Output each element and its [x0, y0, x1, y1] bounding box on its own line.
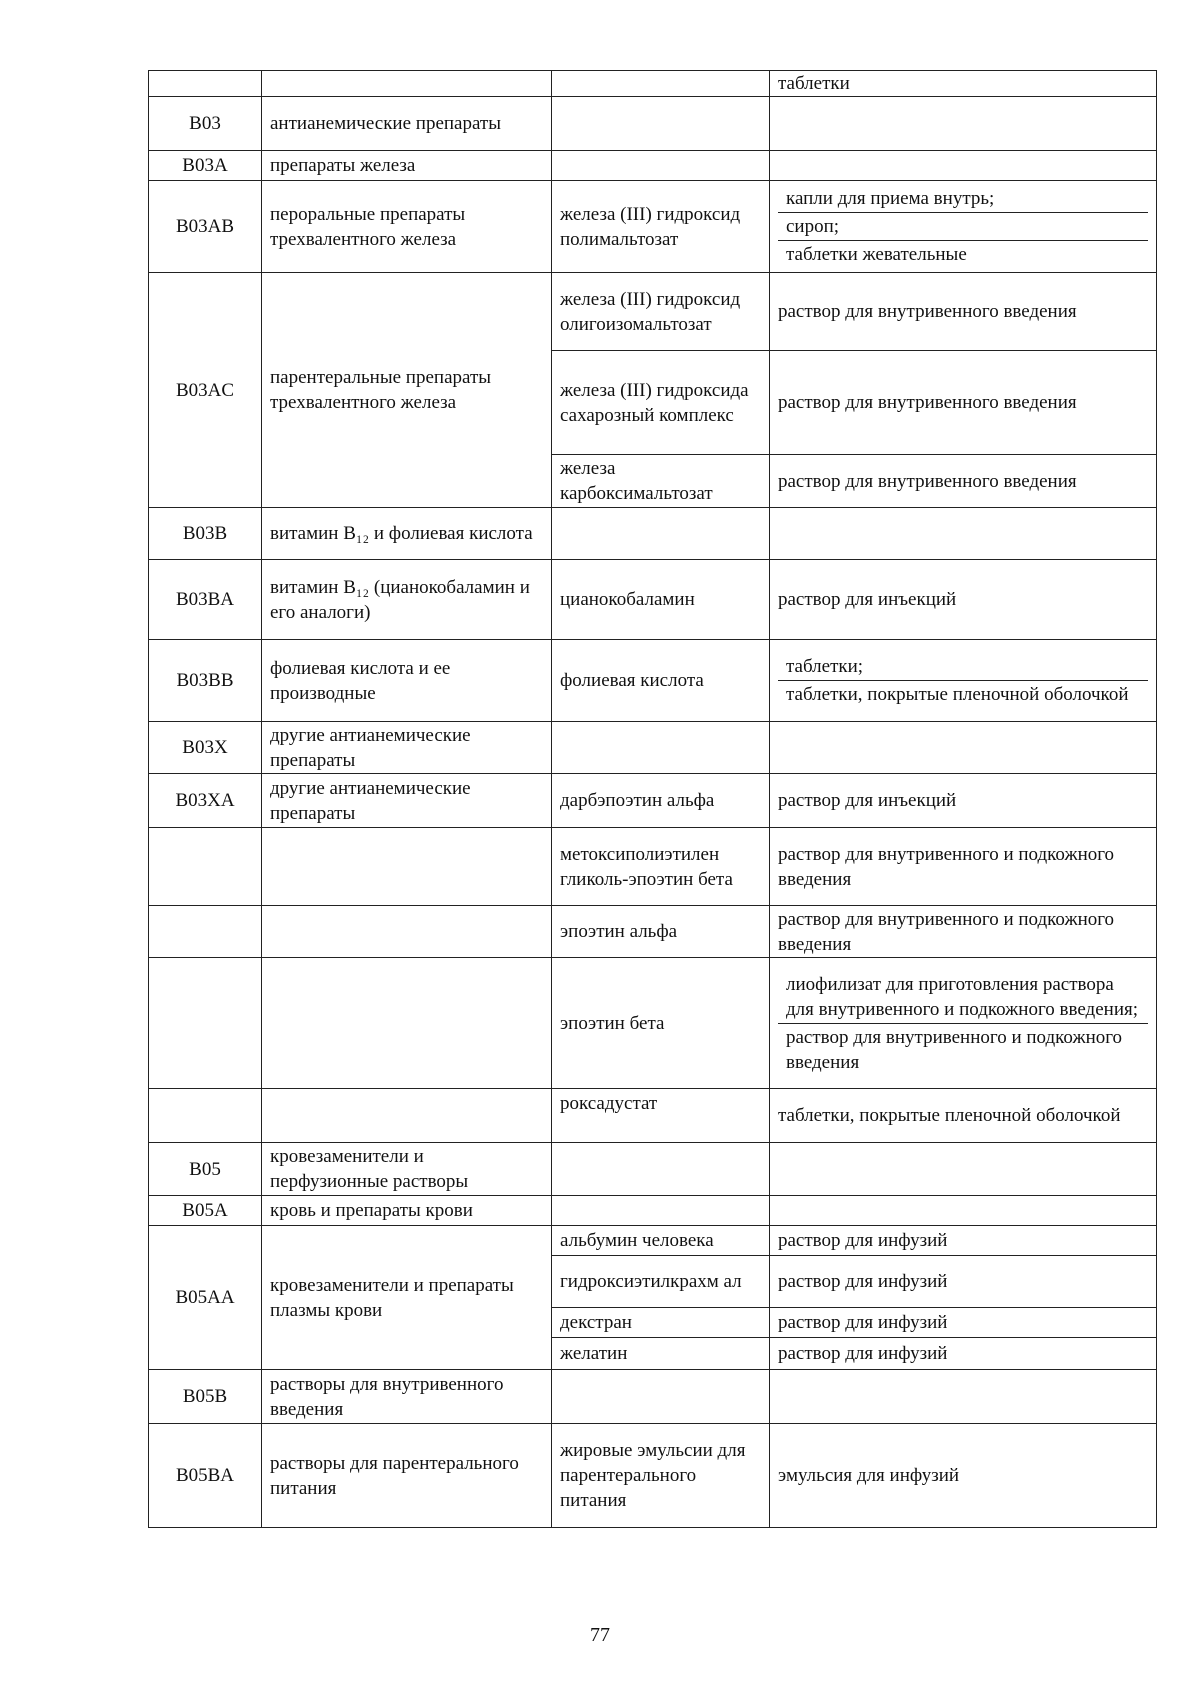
table-row	[149, 273, 1157, 351]
table-row	[149, 71, 1157, 97]
group-description: растворы для внутривенного введения	[262, 1370, 552, 1424]
table-row	[149, 640, 1157, 722]
atc-code: B05A	[149, 1196, 262, 1226]
atc-code	[149, 958, 262, 1089]
table-row	[149, 1143, 1157, 1196]
dosage-form: таблетки жевательные	[778, 240, 1148, 268]
dosage-form	[770, 97, 1157, 151]
dosage-form: таблетки;	[786, 656, 864, 677]
atc-code: B05	[149, 1143, 262, 1196]
dosage-form: раствор для внутривенного введения	[770, 273, 1157, 351]
dosage-form: раствор для инфузий	[770, 1256, 1157, 1308]
group-description: парентеральные препараты трехвалентного железа	[262, 273, 552, 508]
table-row	[149, 958, 1157, 1089]
table-row	[149, 722, 1157, 774]
dosage-form: раствор для инъекций	[770, 774, 1157, 828]
atc-code: B03B	[149, 508, 262, 560]
table-row	[149, 1370, 1157, 1424]
dosage-form	[770, 1196, 1157, 1226]
atc-code: B05AA	[149, 1226, 262, 1370]
dosage-form	[770, 508, 1157, 560]
table-row	[149, 1226, 1157, 1256]
drug-name: декстран	[552, 1308, 770, 1338]
dosage-form: раствор для инфузий	[770, 1226, 1157, 1256]
dosage-forms	[770, 640, 1157, 722]
group-description: другие антианемические препараты	[262, 722, 552, 774]
group-description: другие антианемические препараты	[262, 774, 552, 828]
dosage-form	[770, 722, 1157, 774]
group-description	[262, 958, 552, 1089]
group-description: кровезаменители и перфузионные растворы	[262, 1143, 552, 1196]
table-row	[149, 508, 1157, 560]
drug-name: желатин	[552, 1338, 770, 1370]
drug-name: цианокобаламин	[552, 560, 770, 640]
page-number: 77	[590, 1624, 610, 1646]
drug-name	[552, 508, 770, 560]
table-row	[149, 560, 1157, 640]
group-description	[262, 906, 552, 958]
drug-name: эпоэтин бета	[552, 958, 770, 1089]
drug-name	[552, 151, 770, 181]
group-description: растворы для парентерального питания	[262, 1424, 552, 1528]
drug-name: железа (III) гидроксид полимальтозат	[552, 181, 770, 273]
dosage-form: раствор для внутривенного введения	[770, 455, 1157, 508]
group-description: препараты железа	[262, 151, 552, 181]
group-description: витамин B₁₂ (цианокобаламин и его аналоги)	[262, 560, 552, 640]
group-description	[262, 1089, 552, 1143]
drug-name: эпоэтин альфа	[552, 906, 770, 958]
dosage-form: раствор для внутривенного и подкожного введения	[770, 906, 1157, 958]
atc-code: B05B	[149, 1370, 262, 1424]
dosage-form: раствор для инфузий	[770, 1308, 1157, 1338]
drug-name: гидроксиэтилкрахм ал	[552, 1256, 770, 1308]
dosage-form	[770, 151, 1157, 181]
group-description: кровезаменители и препараты плазмы крови	[262, 1226, 552, 1370]
dosage-form: раствор для внутривенного и подкожного введения	[778, 1023, 1148, 1076]
drug-name	[552, 1143, 770, 1196]
atc-code	[149, 71, 262, 97]
table-row	[149, 774, 1157, 828]
dosage-form: сироп;	[778, 212, 1148, 240]
dosage-form: таблетки	[770, 71, 1157, 97]
atc-code	[149, 1089, 262, 1143]
drug-name	[552, 1370, 770, 1424]
drug-name: метоксиполиэтилен гликоль-эпоэтин бета	[552, 828, 770, 906]
dosage-form	[770, 1370, 1157, 1424]
group-description	[262, 71, 552, 97]
atc-code: B03XA	[149, 774, 262, 828]
group-description: витамин B₁₂ и фолиевая кислота	[262, 508, 552, 560]
drug-name: альбумин человека	[552, 1226, 770, 1256]
dosage-forms	[770, 181, 1157, 273]
atc-code: B03BB	[149, 640, 262, 722]
table-row	[149, 181, 1157, 273]
atc-code	[149, 906, 262, 958]
group-description: фолиевая кислота и ее производные	[262, 640, 552, 722]
table-row	[149, 1196, 1157, 1226]
atc-code	[149, 828, 262, 906]
table-row	[149, 151, 1157, 181]
dosage-form: эмульсия для инфузий	[770, 1424, 1157, 1528]
drug-name: дарбэпоэтин альфа	[552, 774, 770, 828]
drug-name: железа карбоксимальтозат	[552, 455, 770, 508]
table-row	[149, 1089, 1157, 1143]
drug-name: железа (III) гидроксид олигоизомальтозат	[552, 273, 770, 351]
drug-name: железа (III) гидроксида сахарозный комплекс	[552, 351, 770, 455]
dosage-form: таблетки, покрытые пленочной оболочкой	[778, 680, 1148, 708]
drug-name: жировые эмульсии для парентерального питания	[552, 1424, 770, 1528]
drug-name	[552, 1196, 770, 1226]
dosage-form: лиофилизат для приготовления раствора для внутривенного и подкожного введения;	[786, 973, 1139, 1020]
drug-name: фолиевая кислота	[552, 640, 770, 722]
dosage-form: таблетки, покрытые пленочной оболочкой	[770, 1089, 1157, 1143]
table-row	[149, 828, 1157, 906]
drug-name: роксадустат	[552, 1089, 770, 1143]
dosage-form: раствор для инъекций	[770, 560, 1157, 640]
dosage-form: раствор для внутривенного и подкожного введения	[770, 828, 1157, 906]
atc-code: B03AB	[149, 181, 262, 273]
atc-code: B03A	[149, 151, 262, 181]
dosage-forms	[770, 958, 1157, 1089]
group-description: пероральные препараты трехвалентного железа	[262, 181, 552, 273]
group-description	[262, 828, 552, 906]
atc-code: B03X	[149, 722, 262, 774]
atc-code: B03BA	[149, 560, 262, 640]
drug-name	[552, 71, 770, 97]
atc-code: B03	[149, 97, 262, 151]
atc-code: B03AC	[149, 273, 262, 508]
dosage-form: раствор для внутривенного введения	[770, 351, 1157, 455]
dosage-form	[770, 1143, 1157, 1196]
drug-table	[148, 70, 1157, 1528]
dosage-form: раствор для инфузий	[770, 1338, 1157, 1370]
atc-code: B05BA	[149, 1424, 262, 1528]
table-row	[149, 1424, 1157, 1528]
table-row	[149, 906, 1157, 958]
drug-name	[552, 97, 770, 151]
group-description: антианемические препараты	[262, 97, 552, 151]
dosage-form: капли для приема внутрь;	[786, 188, 995, 209]
table-row	[149, 97, 1157, 151]
drug-name	[552, 722, 770, 774]
group-description: кровь и препараты крови	[262, 1196, 552, 1226]
